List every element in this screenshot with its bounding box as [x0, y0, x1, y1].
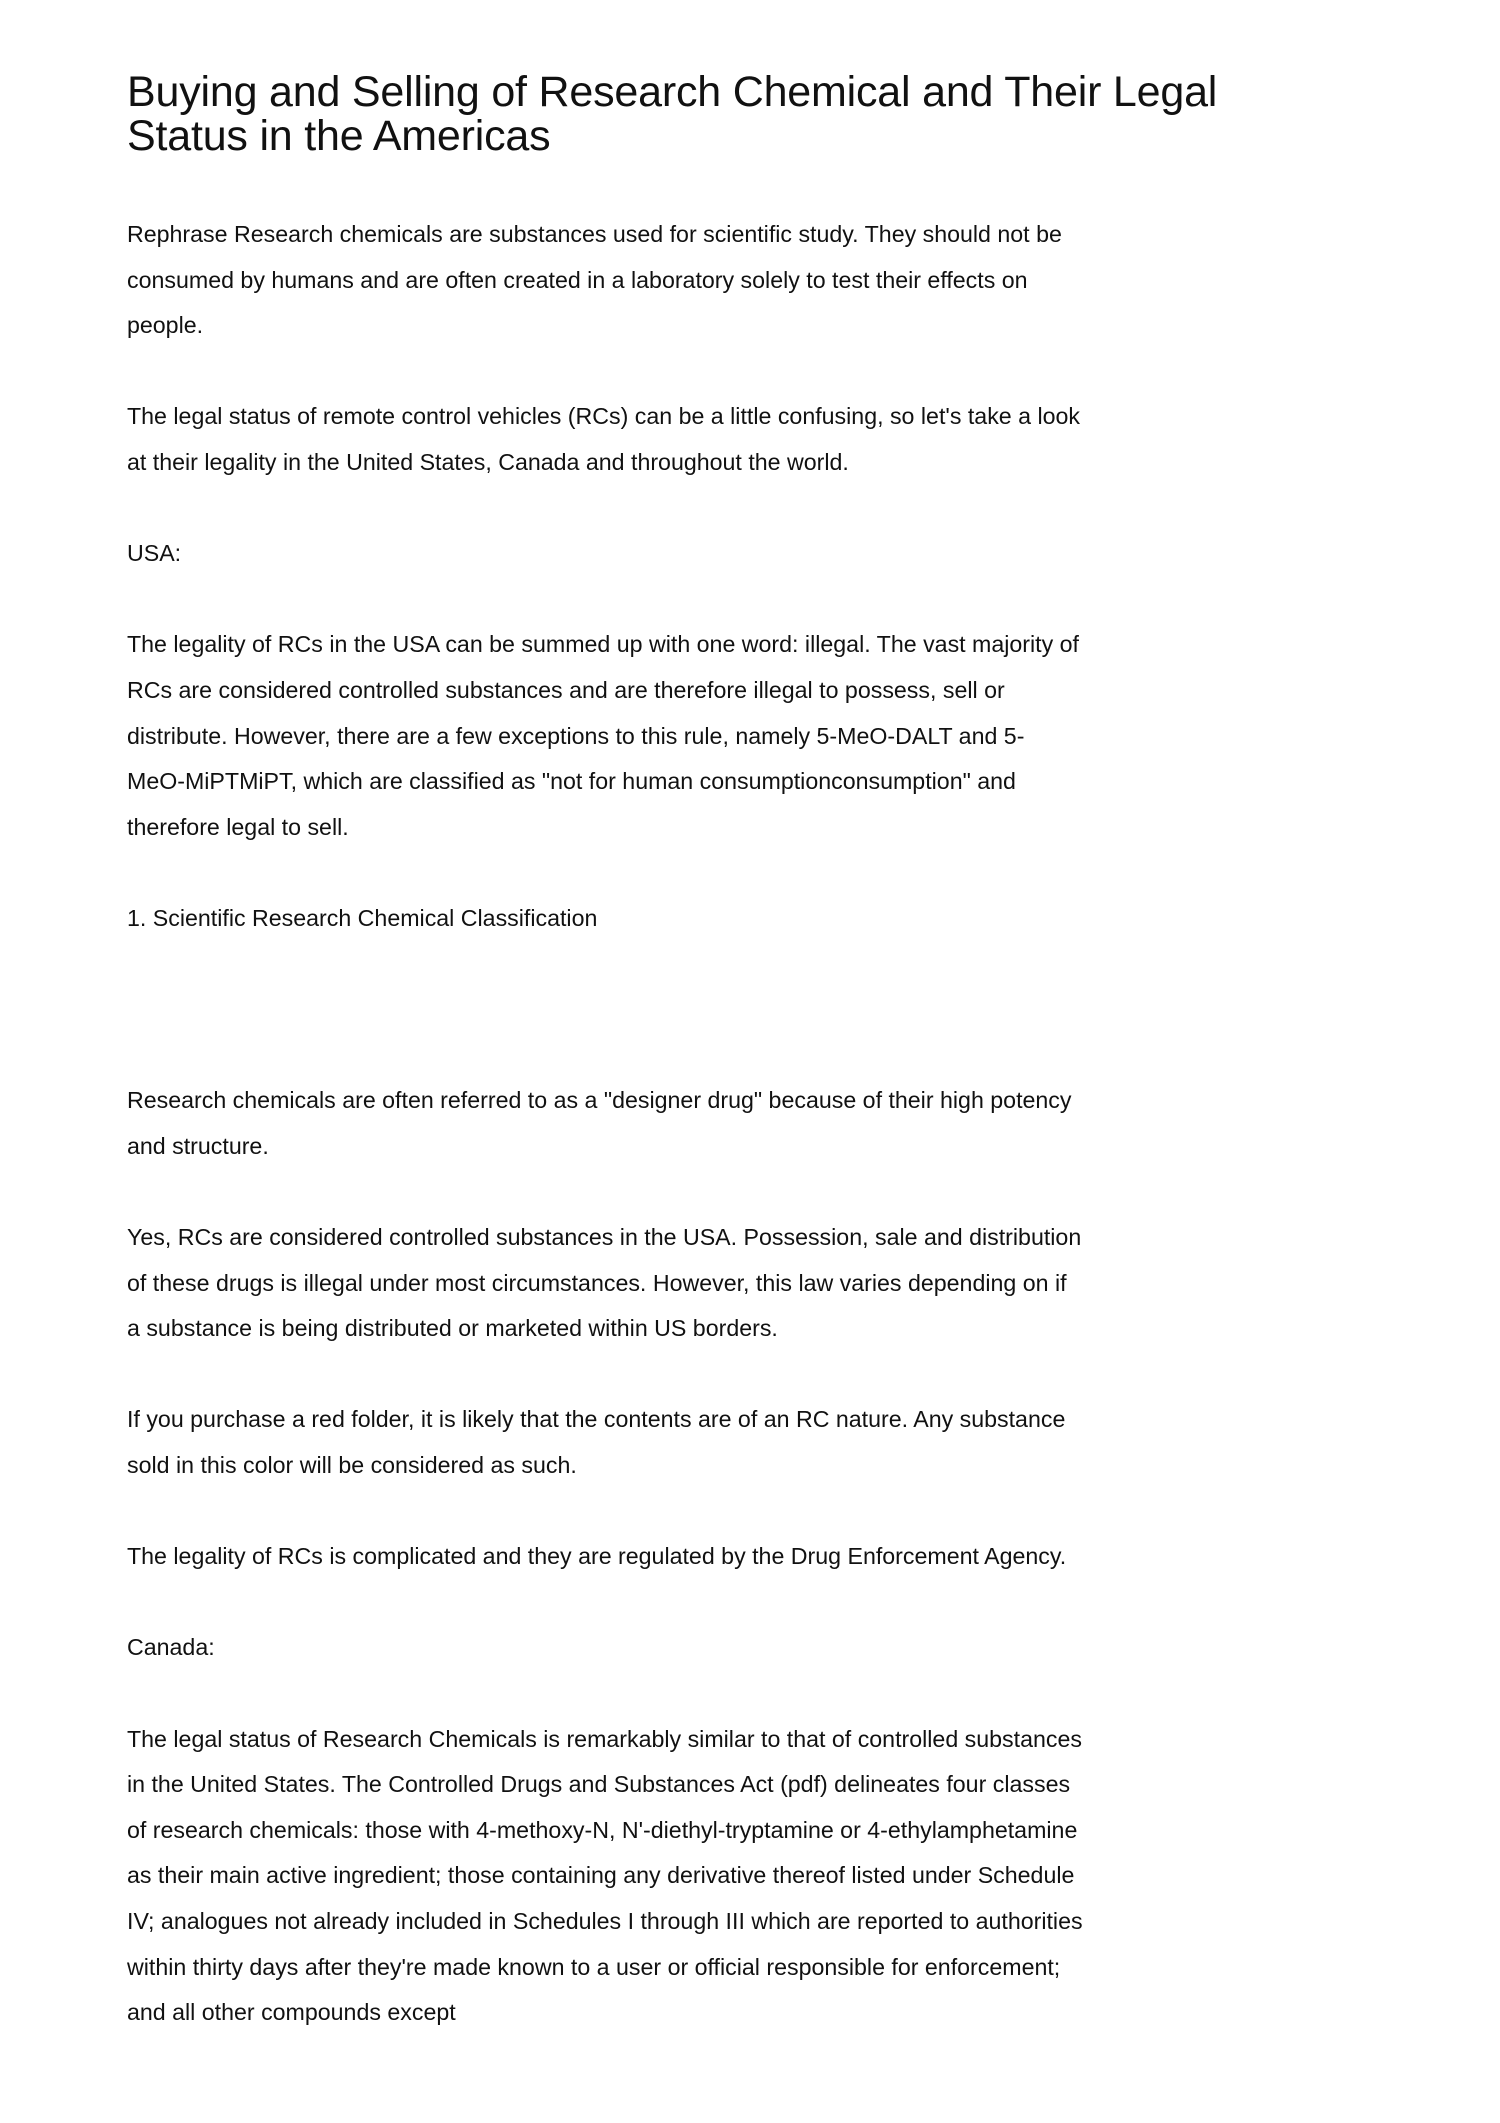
text-line: The legality of RCs in the USA can be summed up with one word: illegal. The vast majority of: [127, 631, 1079, 658]
text-line: MeO-MiPTMiPT, which are classified as "not for human consumptionconsumption" and: [127, 768, 1016, 795]
section-heading-canada: [127, 1625, 1427, 1671]
text-line: Rephrase Research chemicals are substances used for scientific study. They should not be: [127, 221, 1062, 247]
text-line: The legality of RCs is complicated and they are regulated by the Drug Enforcement Agency.: [127, 1543, 1067, 1570]
paragraph-designer-drug: [127, 1078, 1427, 1169]
text-line: sold in this color will be considered as such.: [127, 1452, 577, 1479]
text-line: consumed by humans and are often created in a laboratory solely to test their effects on: [127, 266, 1028, 293]
paragraph-usa-legality: [127, 622, 1427, 850]
paragraph-canada-legality: [127, 1717, 1427, 2036]
text-line: therefore legal to sell.: [127, 813, 349, 840]
text-line: USA:: [127, 540, 182, 567]
text-line: a substance is being distributed or marketed within US borders.: [127, 1315, 778, 1342]
text-line: in the United States. The Controlled Drugs and Substances Act (pdf) delineates four classes: [127, 1771, 1071, 1798]
paragraph-dea: [127, 1534, 1427, 1580]
text-line: and all other compounds except: [127, 1999, 456, 2026]
text-line: RCs are considered controlled substances and are therefore illegal to possess, sell or: [127, 676, 1005, 703]
text-line: people.: [127, 312, 204, 339]
paragraph-red-folder: [127, 1397, 1427, 1488]
text-line: of these drugs is illegal under most circumstances. However, this law varies depending on if: [127, 1269, 1067, 1296]
paragraph-intro: [127, 212, 1427, 349]
article-body: [127, 212, 1427, 2081]
title-line: Buying and Selling of Research Chemical and Their Legal: [127, 68, 1218, 116]
text-line: The legal status of Research Chemicals is remarkably similar to that of controlled substances: [127, 1725, 1082, 1752]
text-line: distribute. However, there are a few exceptions to this rule, namely 5-MeO-DALT and 5-: [127, 722, 1025, 749]
paragraph-legal-status: [127, 394, 1427, 485]
text-line: at their legality in the United States, Canada and throughout the world.: [127, 448, 849, 475]
section-heading-classification: [127, 896, 1427, 942]
text-line: The legal status of remote control vehicles (RCs) can be a little confusing, so let's take a look: [127, 403, 1080, 430]
text-line: of research chemicals: those with 4-methoxy-N, N'-diethyl-tryptamine or 4-ethylamphetamine: [127, 1816, 1078, 1843]
text-line: as their main active ingredient; those containing any derivative thereof listed under Schedule: [127, 1862, 1075, 1889]
text-line: IV; analogues not already included in Schedules I through III which are reported to authorities: [127, 1907, 1083, 1934]
title-line: Status in the Americas: [127, 112, 551, 160]
text-line: within thirty days after they're made known to a user or official responsible for enforcement;: [127, 1953, 1061, 1980]
text-line: Canada:: [127, 1634, 215, 1661]
page-title: [127, 70, 1407, 158]
paragraph-controlled: [127, 1215, 1427, 1352]
text-line: Yes, RCs are considered controlled substances in the USA. Possession, sale and distribution: [127, 1224, 1082, 1251]
text-line: If you purchase a red folder, it is likely that the contents are of an RC nature. Any substance: [127, 1406, 1066, 1433]
text-line: 1. Scientific Research Chemical Classification: [127, 904, 598, 931]
text-line: and structure.: [127, 1132, 269, 1159]
text-line: Research chemicals are often referred to as a "designer drug" because of their high potency: [127, 1087, 1072, 1114]
section-heading-usa: [127, 531, 1427, 577]
